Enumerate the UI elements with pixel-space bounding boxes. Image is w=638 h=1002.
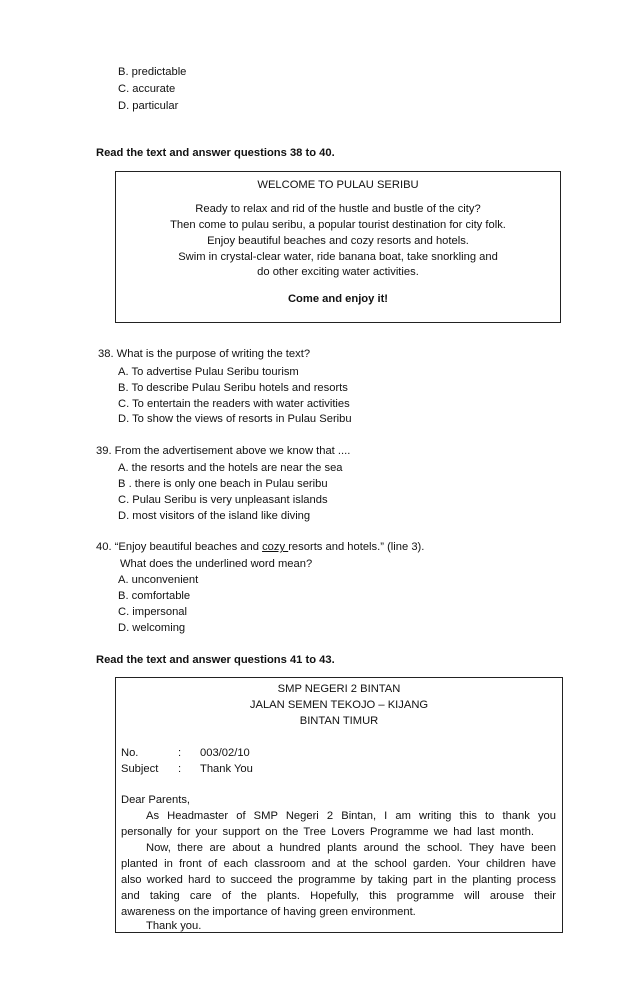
letter-body-line: personally for your support on the Tree Lovers Programme we had last month. — [121, 826, 534, 838]
question-40-option-c: C. impersonal — [118, 606, 188, 618]
question-38-stem: 38. What is the purpose of writing the text? — [98, 348, 311, 360]
ad-line: do other exciting water activities. — [257, 266, 419, 278]
ad-title: WELCOME TO PULAU SERIBU — [257, 179, 419, 191]
letter-body-line: and taking care of the plants. Hopefully, this programme will arouse their — [121, 890, 556, 902]
question-39-option-b: B . there is only one beach in Pulau seribu — [118, 478, 328, 490]
ad-line: Enjoy beautiful beaches and cozy resorts and hotels. — [207, 235, 469, 247]
question-38-option-a: A. To advertise Pulau Seribu tourism — [118, 366, 299, 378]
letter-body-line: Now, there are about a hundred plants around the school. They have been — [146, 842, 556, 854]
salutation: Dear Parents, — [121, 794, 191, 806]
school-address: JALAN SEMEN TEKOJO – KIJANG — [249, 699, 429, 711]
subject-label: Subject — [121, 763, 159, 775]
ad-line: Ready to relax and rid of the hustle and bustle of the city? — [195, 203, 481, 215]
question-40-option-b: B. comfortable — [118, 590, 191, 602]
question-40-stem-end: resorts and hotels.” (line 3). — [288, 541, 425, 553]
option-c: C. accurate — [118, 83, 176, 95]
no-value: 003/02/10 — [200, 747, 250, 759]
question-39-option-d: D. most visitors of the island like diving — [118, 510, 311, 522]
no-label: No. — [121, 747, 139, 759]
letter-body-line: awareness on the importance of having green environment. — [121, 906, 416, 918]
question-39-option-a: A. the resorts and the hotels are near the sea — [118, 462, 343, 474]
option-b: B. predictable — [118, 66, 187, 78]
question-39-option-c: C. Pulau Seribu is very unpleasant islands — [118, 494, 328, 506]
question-38-option-c: C. To entertain the readers with water activities — [118, 398, 350, 410]
section-heading-38-40: Read the text and answer questions 38 to 40. — [96, 147, 335, 159]
letter-body-line: As Headmaster of SMP Negeri 2 Bintan, I am writing this to thank you — [146, 810, 556, 822]
ad-line: Then come to pulau seribu, a popular tourist destination for city folk. — [170, 219, 506, 231]
underlined-word: cozy — [262, 541, 289, 553]
school-name: SMP NEGERI 2 BINTAN — [277, 683, 401, 695]
question-40-sub: What does the underlined word mean? — [120, 558, 313, 570]
question-39-stem: 39. From the advertisement above we know that .... — [96, 445, 351, 457]
letter-body-line: also worked hard to succeed the programme by taking part in the planting process — [121, 874, 556, 886]
question-40-option-d: D. welcoming — [118, 622, 186, 634]
letter-body-line: planted in front of each classroom and at the school garden. Your children have — [121, 858, 556, 870]
question-38-option-d: D. To show the views of resorts in Pulau Seribu — [118, 413, 352, 425]
subject-separator: : — [178, 763, 182, 775]
no-separator: : — [178, 747, 182, 759]
option-d: D. particular — [118, 100, 179, 112]
question-40-stem-start: 40. “Enjoy beautiful beaches and — [96, 541, 263, 553]
subject-value: Thank You — [200, 763, 253, 775]
letter-closing: Thank you. — [146, 920, 202, 932]
ad-line: Swim in crystal-clear water, ride banana boat, take snorkling and — [178, 251, 498, 263]
letter-box — [115, 677, 563, 933]
advertisement-box — [115, 171, 561, 323]
question-40-option-a: A. unconvenient — [118, 574, 199, 586]
school-area: BINTAN TIMUR — [299, 715, 379, 727]
question-40-stem — [96, 539, 424, 555]
ad-closing: Come and enjoy it! — [287, 293, 389, 305]
question-38-option-b: B. To describe Pulau Seribu hotels and resorts — [118, 382, 348, 394]
section-heading-41-43: Read the text and answer questions 41 to 43. — [96, 654, 335, 666]
